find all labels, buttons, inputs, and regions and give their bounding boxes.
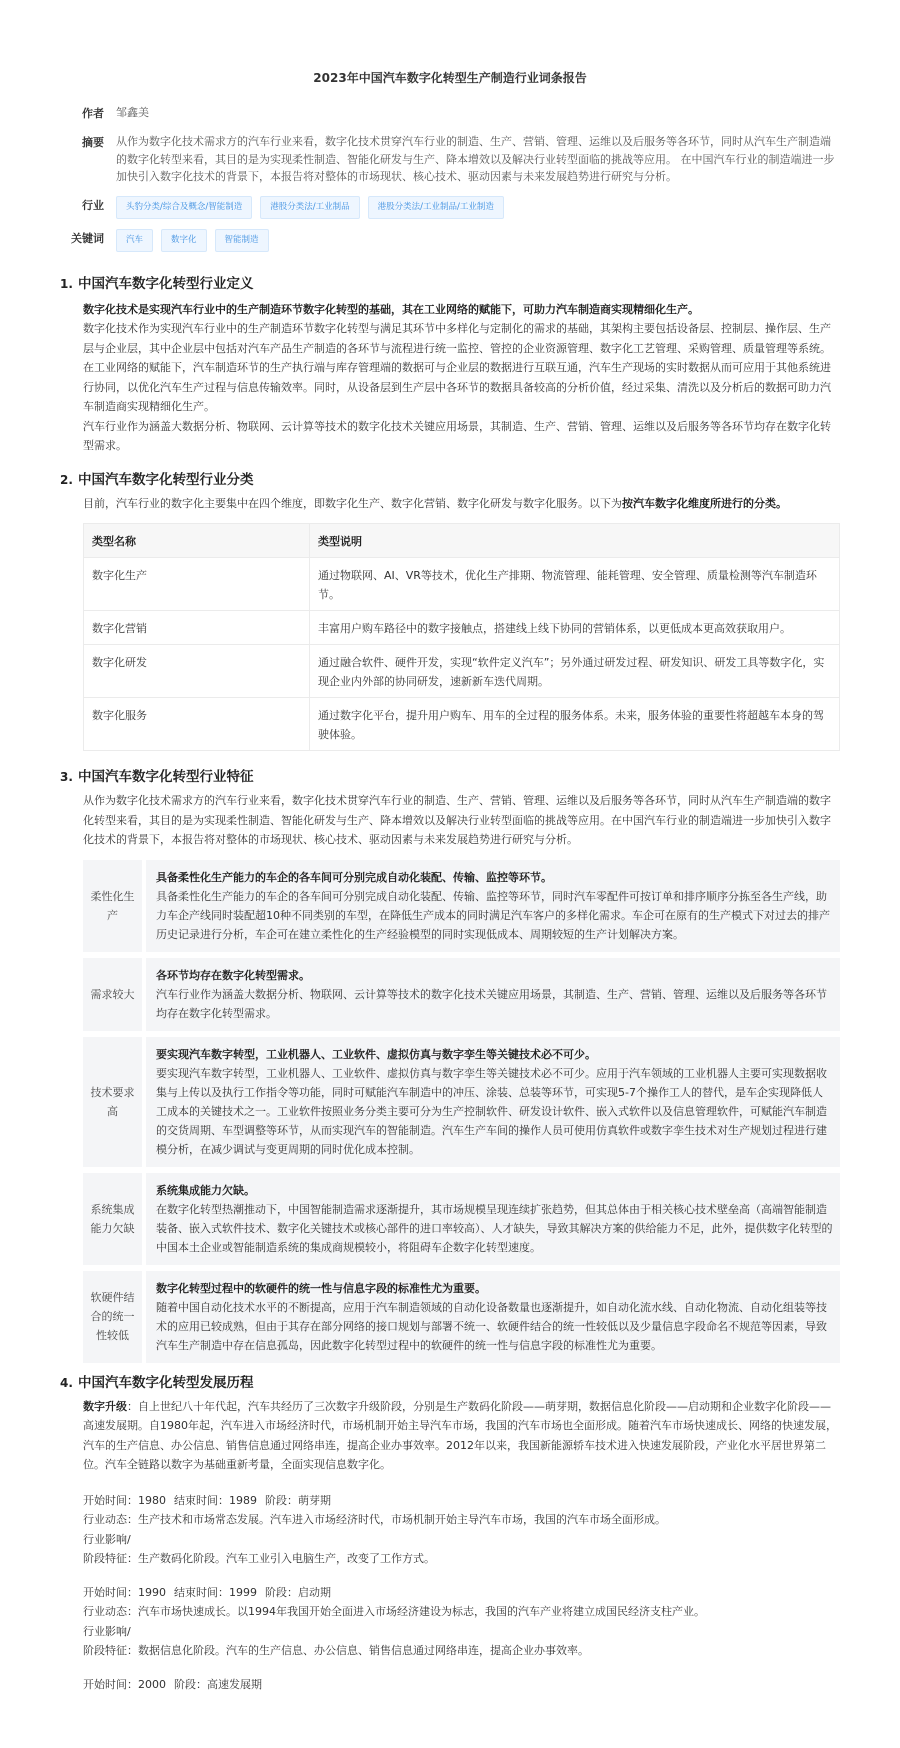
abstract-row	[60, 133, 840, 186]
timeline-item	[83, 1675, 840, 1695]
start-year: 2000	[138, 1677, 166, 1691]
industry-row	[60, 196, 840, 219]
report-title: 2023年中国汽车数字化转型生产制造行业词条报告	[313, 71, 587, 85]
stage-label: 阶段：	[265, 1585, 298, 1599]
feature-text: 随着中国自动化技术水平的不断提高，应用于汽车制造领域的自动化设备数量也逐渐提升，如自动化流水线、自动化物流、自动化组装等技术的应用已较成熟，但由于其存在部分网络的接口规划与部署不统一、软硬件结合的统一性较低以及少量信息字段命名不规范等因素，导致汽车生产制造中存在信息孤岛，因此数字化转型过程中的软硬件的统一性与信息字段的标准性尤为重要。	[156, 1300, 827, 1352]
table-row	[84, 558, 840, 611]
industry-tag[interactable]: 港股分类法/工业制品/工业制造	[368, 196, 504, 219]
stage-label: 阶段：	[174, 1677, 207, 1691]
table-row	[84, 698, 840, 751]
start-label: 开始时间：	[83, 1585, 138, 1599]
table-row	[84, 611, 840, 645]
feature-row	[83, 958, 840, 1031]
section-title: 中国汽车数字化转型行业定义	[78, 275, 254, 292]
timeline-period	[83, 1675, 840, 1695]
type-desc: 通过数字化平台，提升用户购车、用车的全过程的服务体系。未来，服务体验的重要性将超越车本身的驾驶体验。	[310, 698, 840, 751]
section-title: 中国汽车数字化转型发展历程	[78, 1374, 254, 1391]
section-body	[60, 1397, 840, 1695]
classification-table	[83, 523, 840, 751]
feature-key: 柔性化生产	[83, 860, 142, 952]
feature-key: 需求较大	[83, 958, 142, 1031]
feature-text: 要实现汽车数字转型，工业机器人、工业软件、虚拟仿真与数字孪生等关键技术必不可少。应用于汽车领域的工业机器人主要可实现数据收集与上传以及执行工作指令等功能，同时可赋能汽车制造中的冲压、涂装、总装等环节，可实现5-7个操作工人的替代，是车企实现降低人工成本的关键技术之一。工业软件按照业务分类主要可分为生产控制软件、研发设计软件、嵌入式软件以及信息管理软件，可赋能汽车制造的交货周期、车型调整等环节，从而实现汽车的智能制造。汽车生产车间的操作人员可使用仿真软件或数字孪生技术对生产规划过程进行建模分析，在减少调试与变更周期的同时优化成本控制。	[156, 1066, 827, 1156]
stage-name: 高速发展期	[207, 1677, 262, 1691]
type-desc: 通过物联网、AI、VR等技术，优化生产排期、物流管理、能耗管理、安全管理、质量检测等汽车制造环节。	[310, 558, 840, 611]
author-row	[60, 104, 840, 123]
stage-label: 阶段：	[265, 1493, 298, 1507]
feature-text: 在数字化转型热潮推动下，中国智能制造需求逐渐提升，其市场规模呈现连续扩张趋势，但其总体由于相关核心技术壁垒高（高端智能制造装备、嵌入式软件技术、数字化关键技术或核心部件的进口率较高）、人才缺失，导致其解决方案的供给能力不足，此外，提供数字化转型的中国本土企业或智能制造系统的集成商规模较小，将阻碍车企数字化转型速度。	[156, 1202, 833, 1254]
feature-label: 阶段特征：	[83, 1644, 138, 1657]
section-number: 4.	[60, 1375, 73, 1390]
timeline	[83, 1491, 840, 1695]
start-label: 开始时间：	[83, 1677, 138, 1691]
timeline-feature	[83, 1641, 840, 1661]
feature-list	[83, 860, 840, 1363]
keywords-row	[60, 229, 840, 252]
dynamics-text: 生产技术和市场常态发展。汽车进入市场经济时代，市场机制开始主导汽车市场，我国的汽车市场全面形成。	[138, 1513, 666, 1526]
feature-text: 汽车行业作为涵盖大数据分析、物联网、云计算等技术的数字化技术关键应用场景，其制造、生产、营销、管理、运维以及后服务等各环节均存在数字化转型需求。	[156, 987, 827, 1020]
section-paragraph: 数字化技术作为实现汽车行业中的生产制造环节数字化转型与满足其环节中多样化与定制化的需求的基础，其架构主要包括设备层、控制层、操作层、生产层与企业层，其中企业层中包括对汽车产品生产制造的各环节与流程进行统一监控、管控的企业资源管理、数字化工艺管理、采购管理、质量管理等系统。在工业网络的赋能下，汽车制造环节的生产执行端与库存管理端的数据可与企业层的数据进行互联互通，汽车生产现场的实时数据从而可应用于其他系统进行协同，以优化汽车生产过程与信息传输效率。同时，从设备层到生产层中各环节的数据具备较高的分析价值，经过采集、清洗以及分析后的数据可助力汽车制造商实现精细化生产。	[83, 322, 831, 413]
feature-value	[146, 1173, 840, 1265]
end-label: 结束时间：	[174, 1585, 229, 1599]
author-label: 作者	[82, 107, 104, 120]
section-paragraph: 汽车行业作为涵盖大数据分析、物联网、云计算等技术的数字化技术关键应用场景，其制造、生产、营销、管理、运维以及后服务等各环节均存在数字化转型需求。	[83, 419, 831, 452]
section-features	[60, 765, 840, 1363]
feature-lead: 要实现汽车数字转型，工业机器人、工业软件、虚拟仿真与数字孪生等关键技术必不可少。	[156, 1047, 596, 1061]
feature-key: 系统集成能力欠缺	[83, 1173, 142, 1265]
section-history	[60, 1371, 840, 1695]
feature-lead: 各环节均存在数字化转型需求。	[156, 968, 310, 982]
feature-key: 软硬件结合的统一性较低	[83, 1271, 142, 1363]
table-header-row	[84, 524, 840, 558]
feature-value	[146, 958, 840, 1031]
section-intro: 从作为数字化技术需求方的汽车行业来看，数字化技术贯穿汽车行业的制造、生产、营销、管理、运维以及后服务等各环节，同时从汽车生产制造端的数字化转型来看，其目的是为实现柔性制造、智能化研发与生产、降本增效以及解决行业转型面临的挑战等应用。在中国汽车行业的制造端进一步加快引入数字化技术的背景下，本报告将对整体的市场现状、核心技术、驱动因素与未来发展趋势进行研究与分析。	[83, 794, 831, 846]
section-lead: 数字化技术是实现汽车行业中的生产制造环节数字化转型的基础，其在工业网络的赋能下，可助力汽车制造商实现精细化生产。	[83, 302, 699, 316]
section-heading	[60, 468, 840, 492]
keyword-tags	[116, 229, 840, 252]
timeline-impact-label: 行业影响/	[83, 1624, 131, 1638]
start-year: 1990	[138, 1585, 166, 1599]
feature-text: 具备柔性化生产能力的车企的各车间可分别完成自动化装配、传输、监控等环节，同时汽车零配件可按订单和排序顺序分拣至各生产线，助力车企产线同时装配超10种不同类别的车型，在降低生产成本的同时满足汽车客户的多样化需求。车企可在原有的生产模式下对过去的排产历史记录进行分析，车企可在建立柔性化的生产经验模型的同时实现低成本、周期较短的生产计划解决方案。	[156, 889, 830, 941]
feature-row	[83, 1173, 840, 1265]
type-name: 数字化研发	[84, 645, 310, 698]
section-intro	[83, 494, 840, 514]
feature-lead: 数字化转型过程中的软硬件的统一性与信息字段的标准性尤为重要。	[156, 1281, 486, 1295]
intro-key: 数字升级	[83, 1399, 127, 1413]
timeline-impact-label: 行业影响/	[83, 1532, 131, 1546]
section-number: 1.	[60, 276, 73, 291]
section-heading	[60, 765, 840, 789]
feature-row	[83, 1037, 840, 1167]
intro-text: ：自上世纪八十年代起，汽车共经历了三次数字升级阶段，分别是生产数码化阶段——萌芽期，数据信息化阶段——启动期和企业数字化阶段——高速发展期。自1980年起，汽车进入市场经济时代，市场机制开始主导汽车市场，我国的汽车市场也全面形成。随着汽车市场快速成长、网络的快速发展，汽车的生产信息、办公信息、销售信息通过网络串连，提高企业办事效率。2012年以来，我国新能源轿车技术进入快速发展阶段，产业化水平居世界第二位。汽车全链路以数字为基础重新考量，全面实现信息数字化。	[83, 1399, 837, 1471]
intro-emphasis: 按汽车数字化维度所进行的分类。	[622, 496, 787, 510]
section-number: 3.	[60, 770, 73, 784]
intro-text: 目前，汽车行业的数字化主要集中在四个维度，即数字化生产、数字化营销、数字化研发与数字化服务。以下为	[83, 496, 622, 510]
type-desc: 通过融合软件、硬件开发，实现“软件定义汽车”；另外通过研发过程、研发知识、研发工具等数字化，实现企业内外部的协同研发，速新新车迭代周期。	[310, 645, 840, 698]
report-meta	[60, 104, 840, 252]
section-title: 中国汽车数字化转型行业特征	[78, 769, 254, 785]
feature-lead: 系统集成能力欠缺。	[156, 1183, 255, 1197]
feature-key: 技术要求高	[83, 1037, 142, 1167]
abstract-label: 摘要	[82, 136, 104, 149]
section-heading	[60, 272, 840, 296]
industry-tags	[116, 196, 840, 219]
timeline-period	[83, 1583, 840, 1603]
section-body	[60, 791, 840, 1363]
section-title: 中国汽车数字化转型行业分类	[78, 471, 254, 488]
keyword-tag[interactable]: 数字化	[161, 229, 207, 252]
author-name: 邹鑫美	[116, 106, 149, 119]
feature-value	[146, 1271, 840, 1363]
timeline-feature	[83, 1549, 840, 1569]
end-year: 1999	[229, 1585, 257, 1599]
timeline-dynamics	[83, 1510, 840, 1530]
dynamics-label: 行业动态：	[83, 1513, 138, 1526]
type-desc: 丰富用户购车路径中的数字接触点，搭建线上线下协同的营销体系，以更低成本更高效获取用户。	[310, 611, 840, 645]
feature-row	[83, 860, 840, 952]
feature-value	[146, 1037, 840, 1167]
feature-text: 数据信息化阶段。汽车的生产信息、办公信息、销售信息通过网络串连，提高企业办事效率。	[138, 1644, 589, 1657]
start-year: 1980	[138, 1493, 166, 1507]
section-classification	[60, 468, 840, 752]
timeline-item	[83, 1583, 840, 1661]
section-intro	[83, 1397, 840, 1475]
section-number: 2.	[60, 472, 73, 487]
feature-text: 生产数码化阶段。汽车工业引入电脑生产，改变了工作方式。	[138, 1552, 435, 1565]
industry-label: 行业	[82, 198, 104, 212]
table-header: 类型说明	[310, 524, 840, 558]
timeline-period	[83, 1491, 840, 1511]
keywords-label: 关键词	[71, 231, 104, 245]
feature-label: 阶段特征：	[83, 1552, 138, 1565]
dynamics-text: 汽车市场快速成长。以1994年我国开始全面进入市场经济建设为标志，我国的汽车产业将建立成国民经济支柱产业。	[138, 1605, 705, 1618]
section-definition	[60, 272, 840, 456]
table-header: 类型名称	[84, 524, 310, 558]
abstract-text: 从作为数字化技术需求方的汽车行业来看，数字化技术贯穿汽车行业的制造、生产、营销、管理、运维以及后服务等各环节，同时从汽车生产制造端的数字化转型来看，其目的是为实现柔性制造、智能化研发与生产、降本增效以及解决行业转型面临的挑战等应用。 在中国汽车行业的制造端进一步加快引入数字化技术的背景下，本报告将对整体的市场现状、核心技术、驱动因素与未来发展趋势进行研究与分析。	[116, 135, 835, 183]
keyword-tag[interactable]: 汽车	[116, 229, 153, 252]
timeline-dynamics	[83, 1602, 840, 1622]
feature-value	[146, 860, 840, 952]
stage-name: 萌芽期	[298, 1493, 331, 1507]
industry-tag[interactable]: 港股分类法/工业制品	[260, 196, 359, 219]
report-page	[0, 68, 900, 1748]
type-name: 数字化服务	[84, 698, 310, 751]
keyword-tag[interactable]: 智能制造	[215, 229, 269, 252]
timeline-item	[83, 1491, 840, 1569]
stage-name: 启动期	[298, 1585, 331, 1599]
section-body	[60, 300, 840, 456]
section-body	[60, 494, 840, 752]
feature-row	[83, 1271, 840, 1363]
industry-tag[interactable]: 头豹分类/综合及概念/智能制造	[116, 196, 252, 219]
feature-lead: 具备柔性化生产能力的车企的各车间可分别完成自动化装配、传输、监控等环节。	[156, 870, 552, 884]
type-name: 数字化生产	[84, 558, 310, 611]
dynamics-label: 行业动态：	[83, 1605, 138, 1618]
section-heading	[60, 1371, 840, 1395]
end-year: 1989	[229, 1493, 257, 1507]
type-name: 数字化营销	[84, 611, 310, 645]
table-row	[84, 645, 840, 698]
end-label: 结束时间：	[174, 1493, 229, 1507]
start-label: 开始时间：	[83, 1493, 138, 1507]
